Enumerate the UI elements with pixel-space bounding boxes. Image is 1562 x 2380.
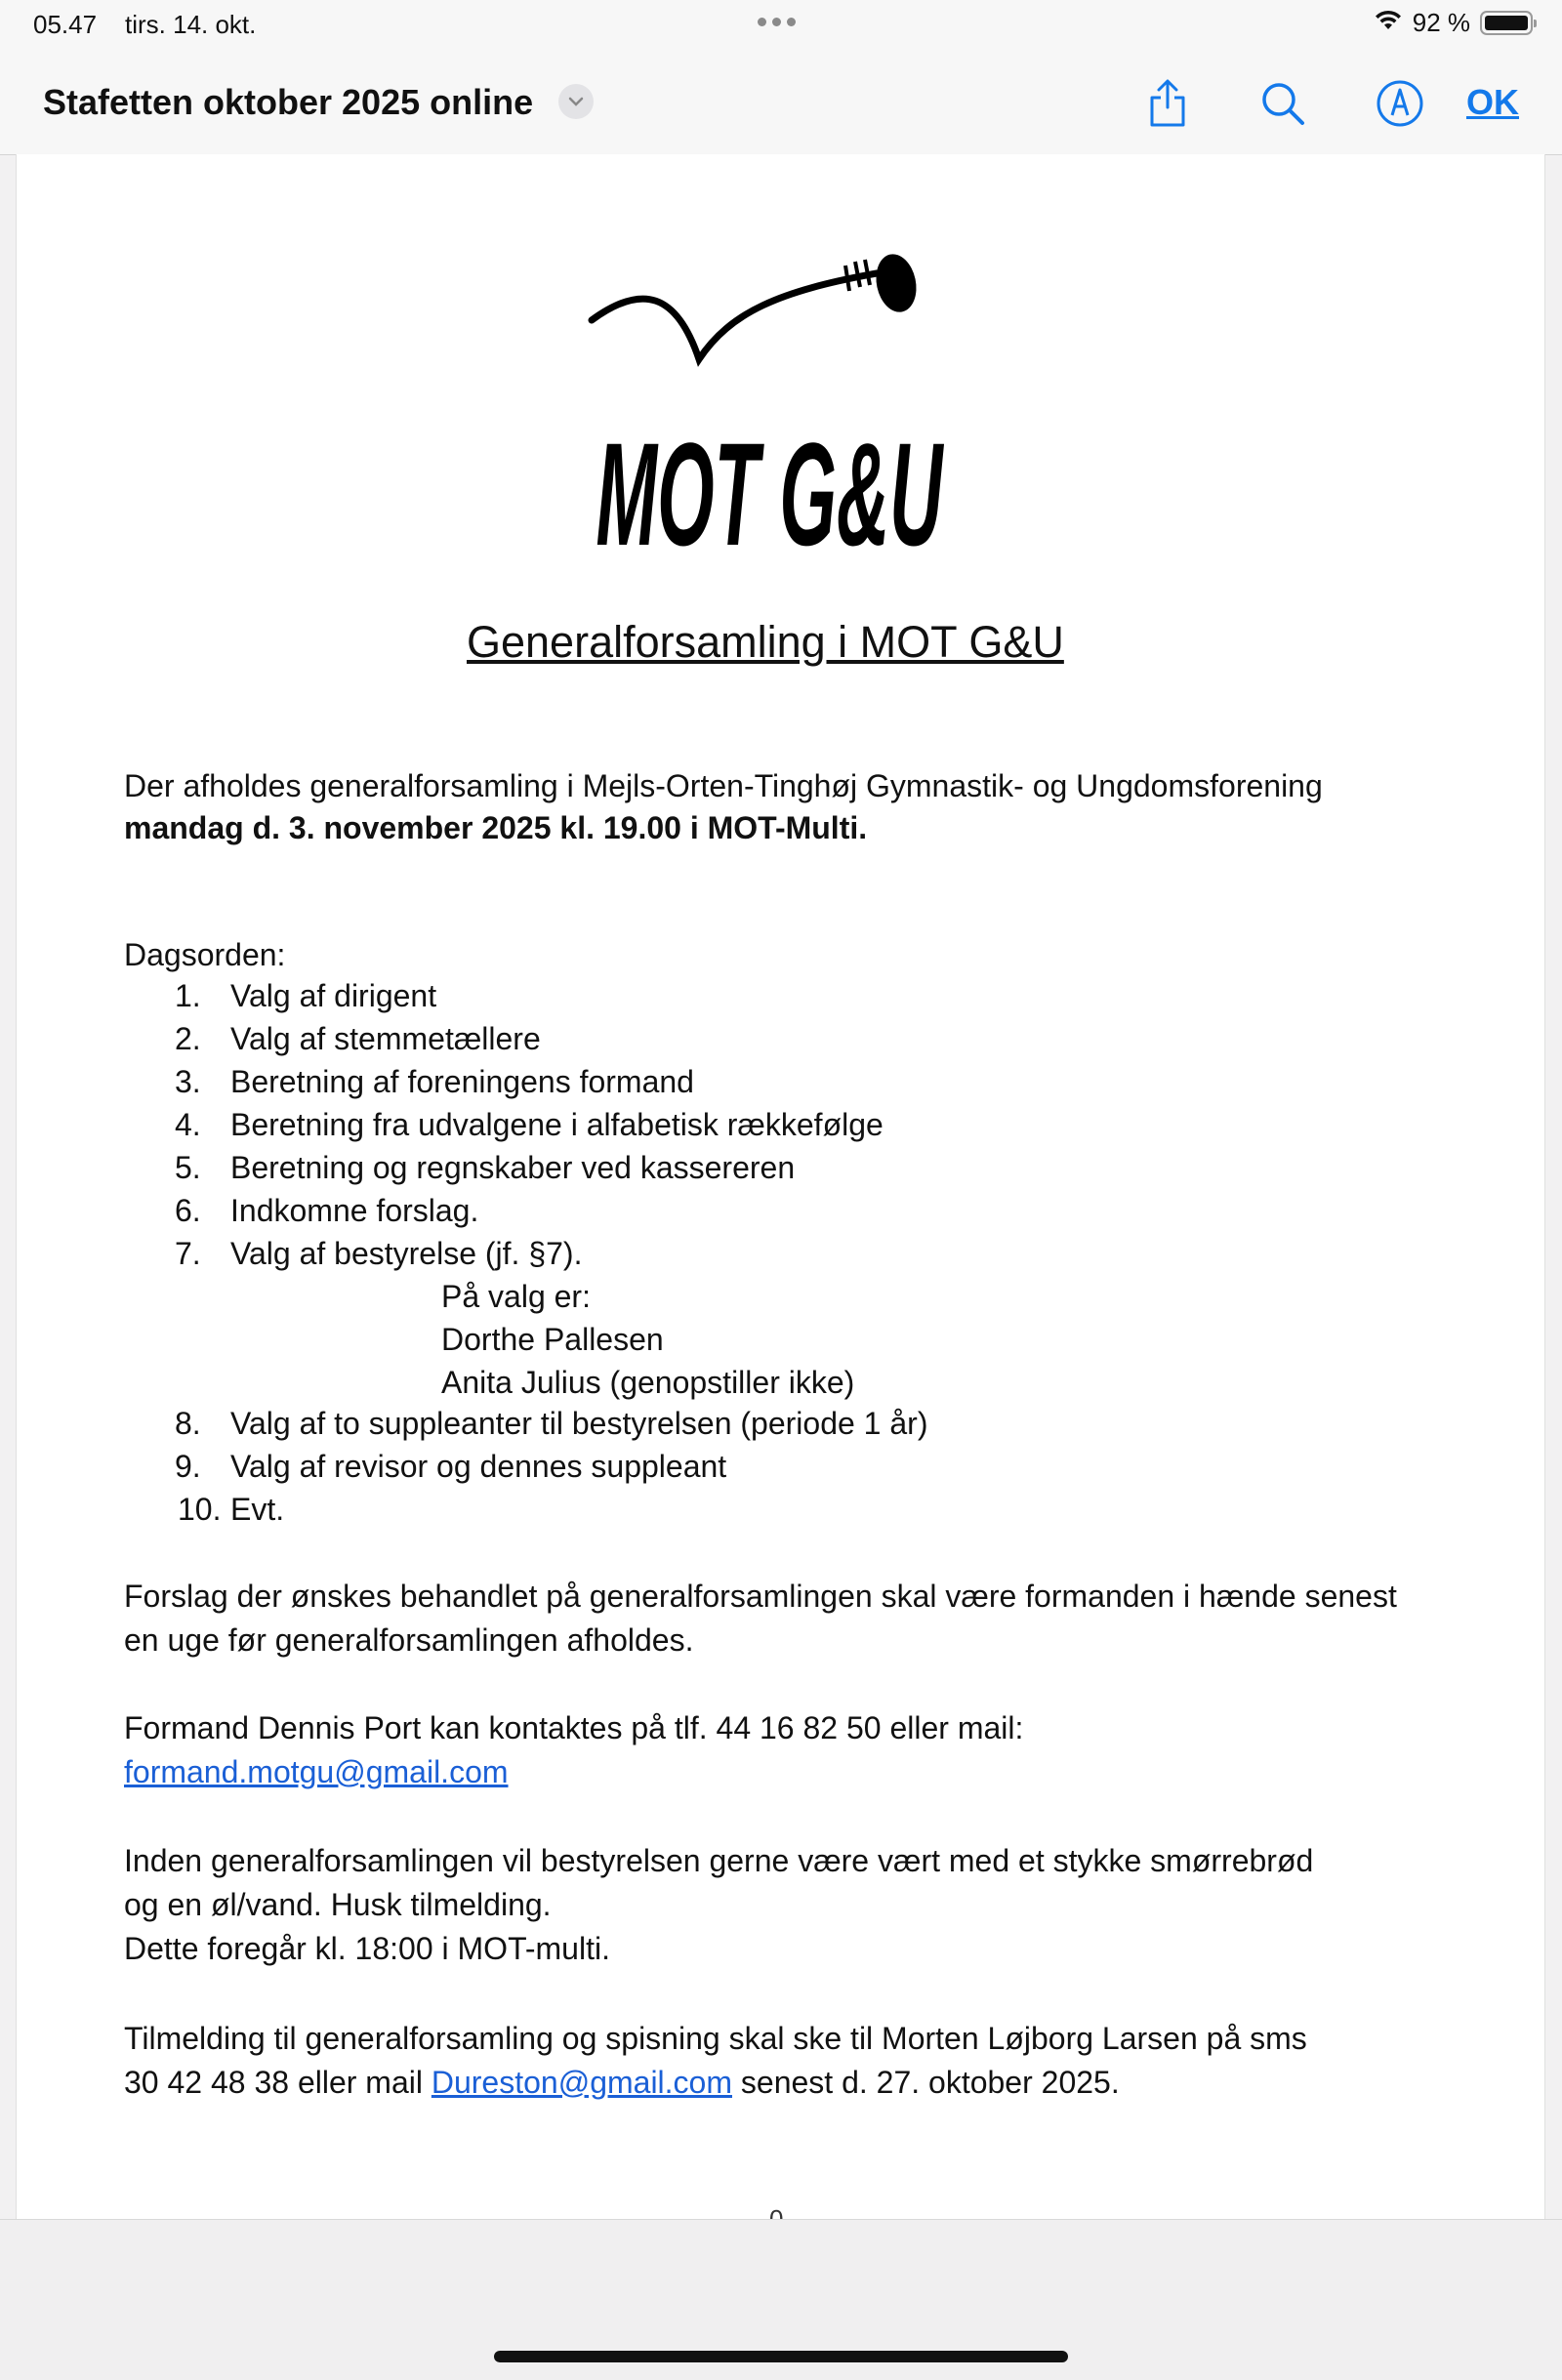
proposals-line-1: Forslag der ønskes behandlet på generalforsamlingen skal være formanden i hænde senest (124, 1579, 1397, 1614)
document-nav-bar (0, 51, 1562, 155)
status-date: tirs. 14. okt. (125, 10, 257, 39)
ok-button[interactable]: OK (1466, 82, 1519, 122)
agenda-item-number: 8. (175, 1406, 201, 1441)
agenda-item-number: 6. (175, 1193, 201, 1228)
intro-line-2: mandag d. 3. november 2025 kl. 19.00 i MOT-Multi. (124, 810, 868, 845)
multitasking-dots-icon[interactable] (758, 18, 796, 26)
agenda-label: Dagsorden: (124, 937, 286, 972)
agenda-item-number: 10. (178, 1492, 222, 1527)
dinner-line-1: Inden generalforsamlingen vil bestyrelsen gerne være vært med et stykke smørrebrød (124, 1843, 1314, 1878)
dinner-line-3: Dette foregår kl. 18:00 i MOT-multi. (124, 1931, 610, 1966)
agenda-item-number: 1. (175, 978, 201, 1013)
battery-icon (1480, 11, 1533, 35)
election-candidate: Anita Julius (genopstiller ikke) (441, 1365, 855, 1400)
signup-line-2 (124, 2061, 1120, 2105)
agenda-item-text: Evt. (230, 1492, 285, 1527)
document-heading: Generalforsamling i MOT G&U (467, 617, 1064, 667)
markup-pen-icon[interactable] (1371, 74, 1429, 133)
search-icon[interactable] (1254, 74, 1312, 133)
status-bar (0, 0, 1562, 51)
agenda-item-text: Beretning og regnskaber ved kassereren (230, 1150, 796, 1185)
agenda-item-text: Indkomne forslag. (230, 1193, 479, 1228)
agenda-item-number: 4. (175, 1107, 201, 1142)
signup-line-1: Tilmelding til generalforsamling og spisning skal ske til Morten Løjborg Larsen på sms (124, 2021, 1307, 2056)
agenda-item-number: 5. (175, 1150, 201, 1185)
agenda-item-text: Valg af dirigent (230, 978, 437, 1013)
signup-text: 30 42 48 38 eller mail (124, 2065, 432, 2100)
agenda-item-text: Valg af revisor og dennes suppleant (230, 1449, 727, 1484)
contact-email-link[interactable]: formand.motgu@gmail.com (124, 1754, 509, 1789)
home-indicator[interactable] (494, 2351, 1068, 2362)
signup-deadline: senest d. 27. oktober 2025. (732, 2065, 1120, 2100)
election-candidate: Dorthe Pallesen (441, 1322, 664, 1357)
proposals-line-2: en uge før generalforsamlingen afholdes. (124, 1622, 694, 1658)
agenda-item-text: Beretning fra udvalgene i alfabetisk rækkefølge (230, 1107, 884, 1142)
chevron-down-icon[interactable] (558, 84, 594, 119)
mot-gu-logo (584, 244, 955, 576)
intro-line-1: Der afholdes generalforsamling i Mejls-Orten-Tinghøj Gymnastik- og Ungdomsforening (124, 768, 1323, 803)
agenda-item-number: 2. (175, 1021, 201, 1056)
dinner-line-2: og en øl/vand. Husk tilmelding. (124, 1887, 552, 1922)
signup-email-link[interactable]: Dureston@gmail.com (431, 2065, 732, 2100)
status-time: 05.47 (33, 10, 98, 39)
agenda-item-number: 3. (175, 1064, 201, 1099)
document-title[interactable]: Stafetten oktober 2025 online (43, 82, 534, 122)
agenda-item-text: Beretning af foreningens formand (230, 1064, 694, 1099)
election-label: På valg er: (441, 1279, 591, 1314)
logo-text: MOT G&U (596, 412, 945, 576)
wifi-icon (1374, 8, 1403, 38)
battery-percentage: 92 % (1412, 8, 1470, 37)
agenda-item-text: Valg af to suppleanter til bestyrelsen (periode 1 år) (230, 1406, 928, 1441)
agenda-item-text: Valg af stemmetællere (230, 1021, 541, 1056)
share-icon[interactable] (1138, 74, 1197, 133)
agenda-item-number: 7. (175, 1236, 201, 1271)
agenda-item-text: Valg af bestyrelse (jf. §7). (230, 1236, 583, 1271)
contact-line: Formand Dennis Port kan kontaktes på tlf. 44 16 82 50 eller mail: (124, 1710, 1024, 1745)
agenda-item-number: 9. (175, 1449, 201, 1484)
